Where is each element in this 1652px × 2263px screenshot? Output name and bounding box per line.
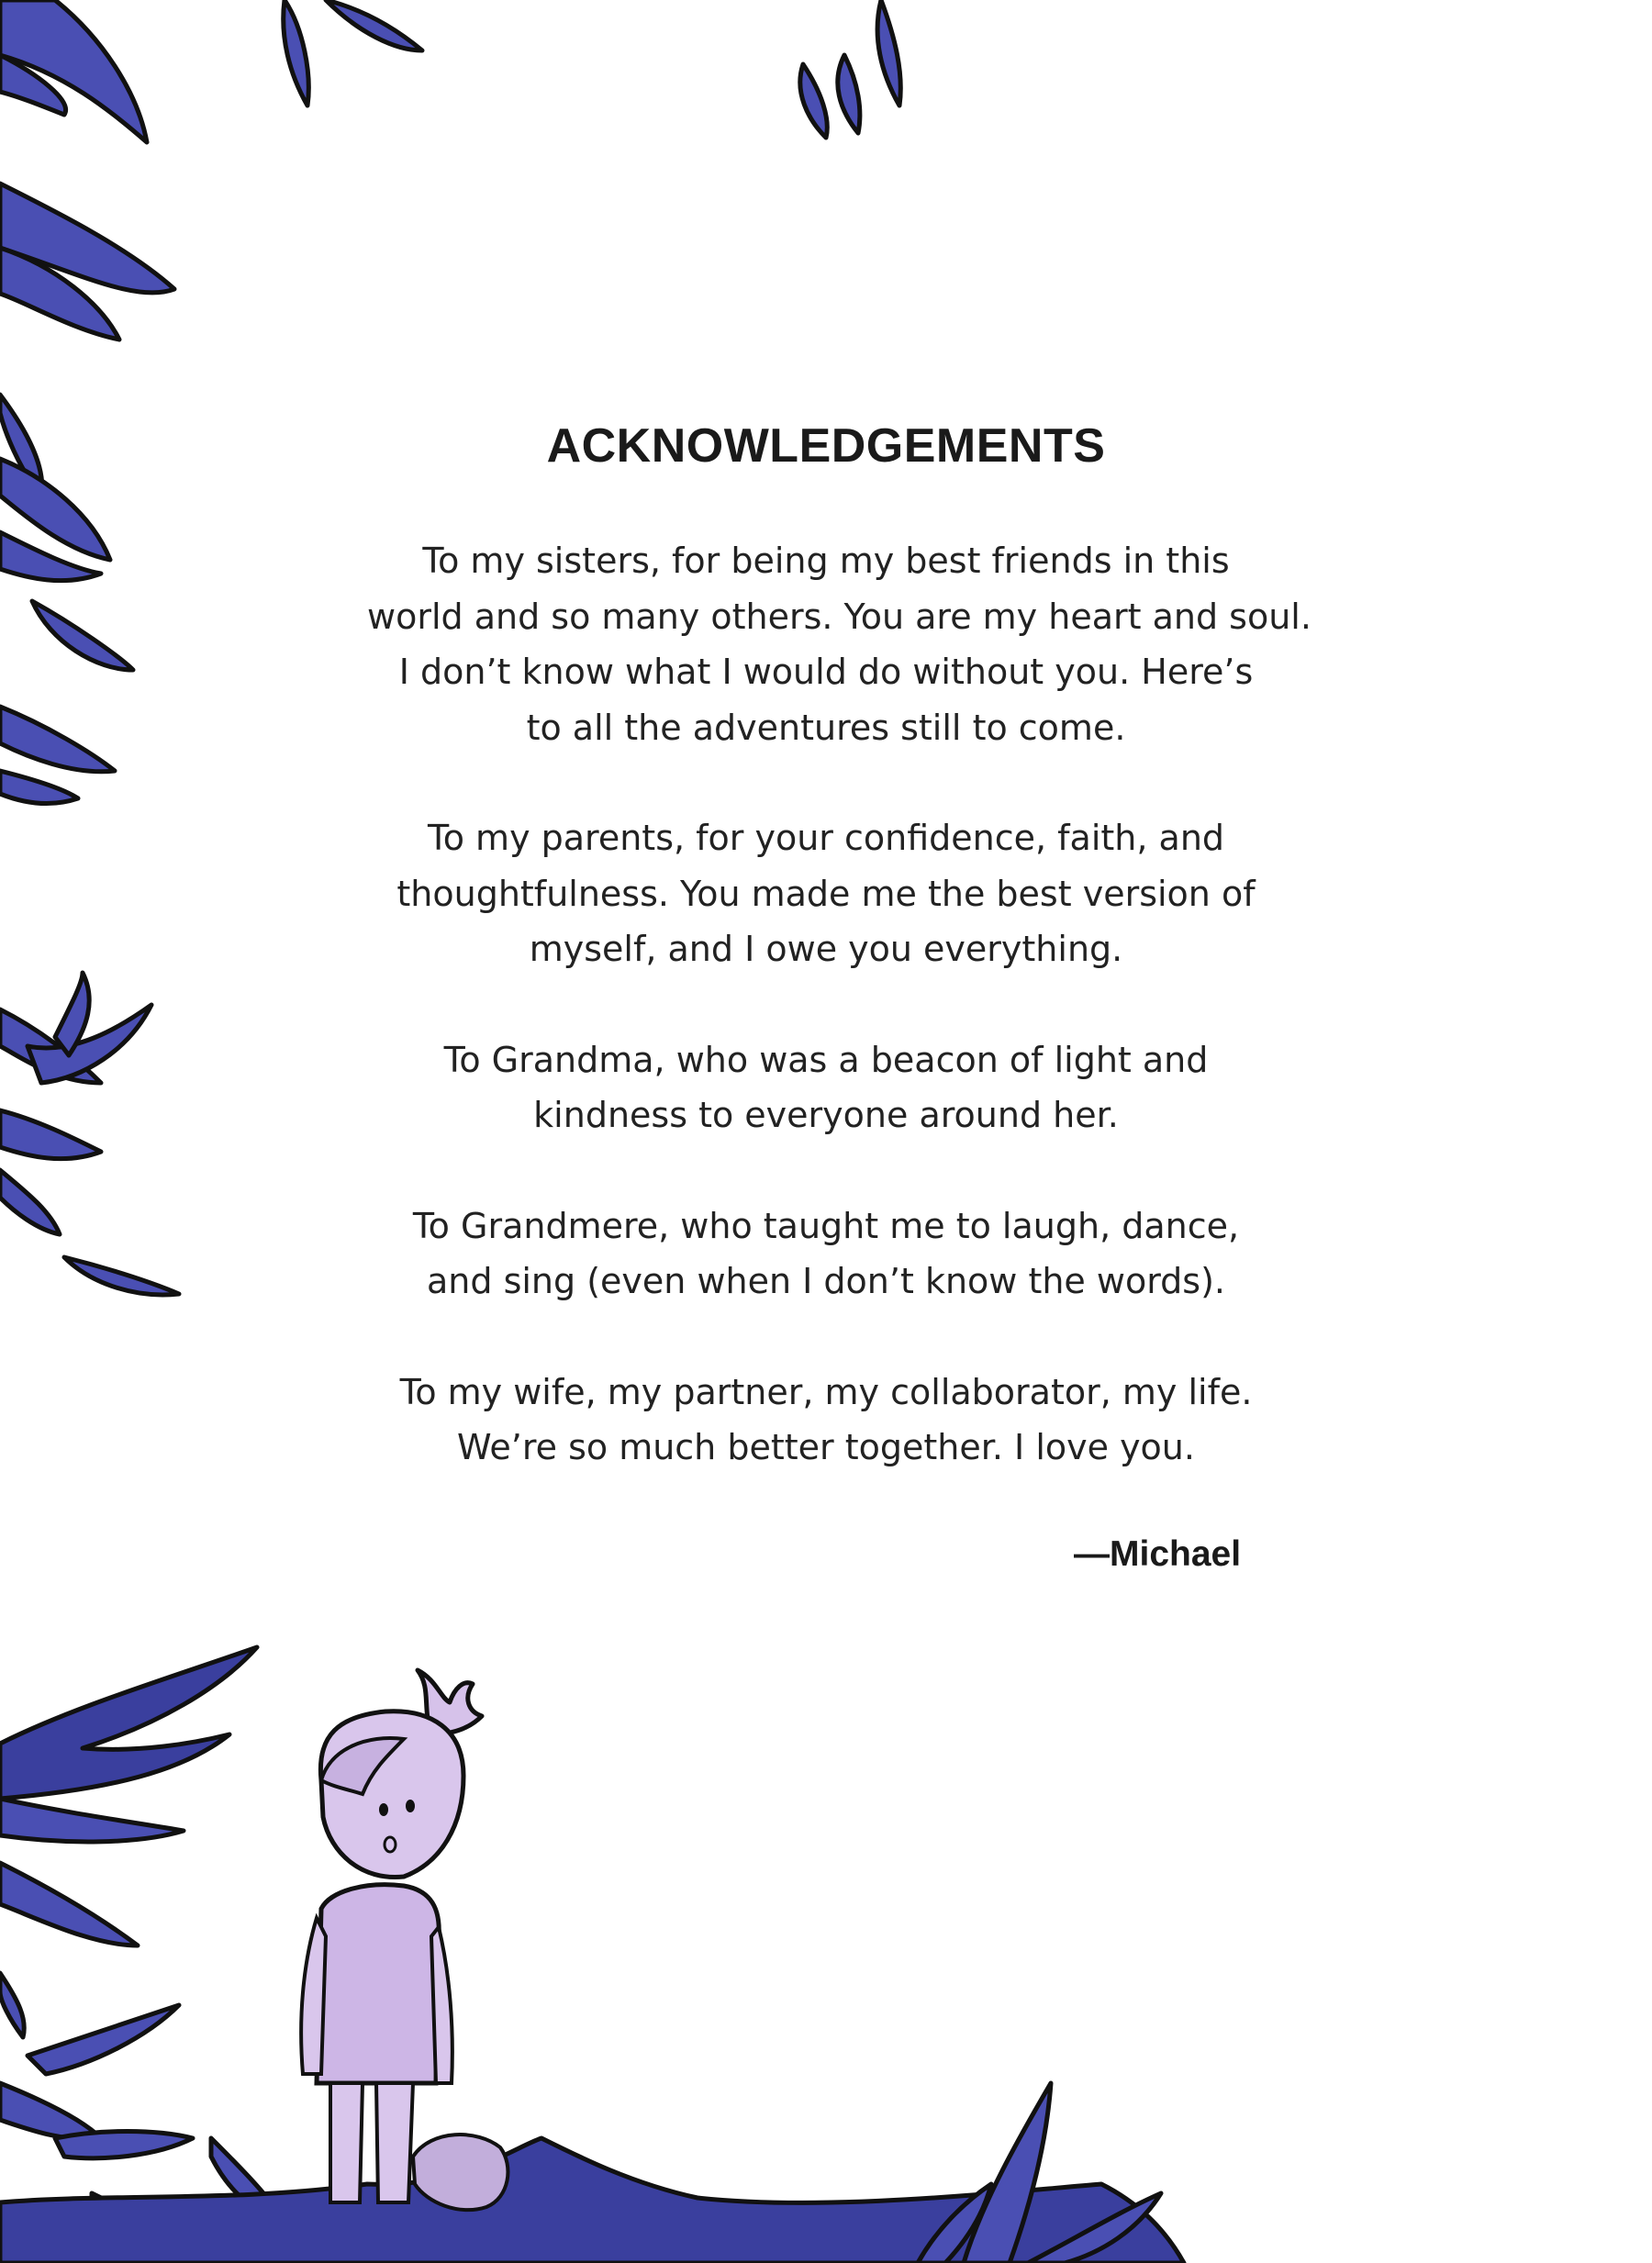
top-center-leaves: [800, 0, 900, 138]
paragraph-line: To my sisters, for being my best friends in this: [422, 541, 1230, 582]
paragraph-line: To Grandmere, who taught me to laugh, dance,: [412, 1205, 1240, 1246]
paragraph-line: kindness to everyone around her.: [533, 1095, 1119, 1136]
page-title: ACKNOWLEDGEMENTS: [546, 419, 1106, 473]
ground: [0, 2083, 1184, 2263]
paragraph-parents: [367, 810, 1285, 977]
paragraph-line: To my parents, for your confidence, faith, and: [427, 818, 1225, 859]
paragraph-line: thoughtfulness. You made me the best version of: [396, 873, 1256, 914]
paragraph-line: world and so many others. You are my heart and soul.: [367, 596, 1312, 637]
paragraph-line: We’re so much better together. I love you.: [457, 1427, 1195, 1468]
paragraph-grandmere: [367, 1198, 1285, 1310]
middle-left-leaves: [0, 973, 179, 1295]
paragraph-line: to all the adventures still to come.: [526, 707, 1126, 748]
bottom-left-foliage: [0, 1647, 285, 2249]
paragraph-wife: [367, 1365, 1285, 1476]
acknowledgements-section: [367, 418, 1312, 1531]
paragraph-line: and sing (even when I don’t know the words).: [427, 1261, 1225, 1302]
paragraph-line: myself, and I owe you everything.: [529, 929, 1123, 970]
child-figure: [301, 1670, 508, 2210]
paragraph-line: To my wife, my partner, my collaborator, my life.: [399, 1371, 1253, 1412]
paragraph-line: I don’t know what I would do without you. Here’s: [398, 652, 1254, 693]
top-left-leaves: [0, 0, 422, 803]
paragraph-grandma: [367, 1032, 1285, 1143]
paragraph-sisters: [367, 533, 1312, 755]
paragraph-line: To Grandma, who was a beacon of light and: [443, 1039, 1209, 1080]
signature: —Michael: [1074, 1534, 1242, 1574]
